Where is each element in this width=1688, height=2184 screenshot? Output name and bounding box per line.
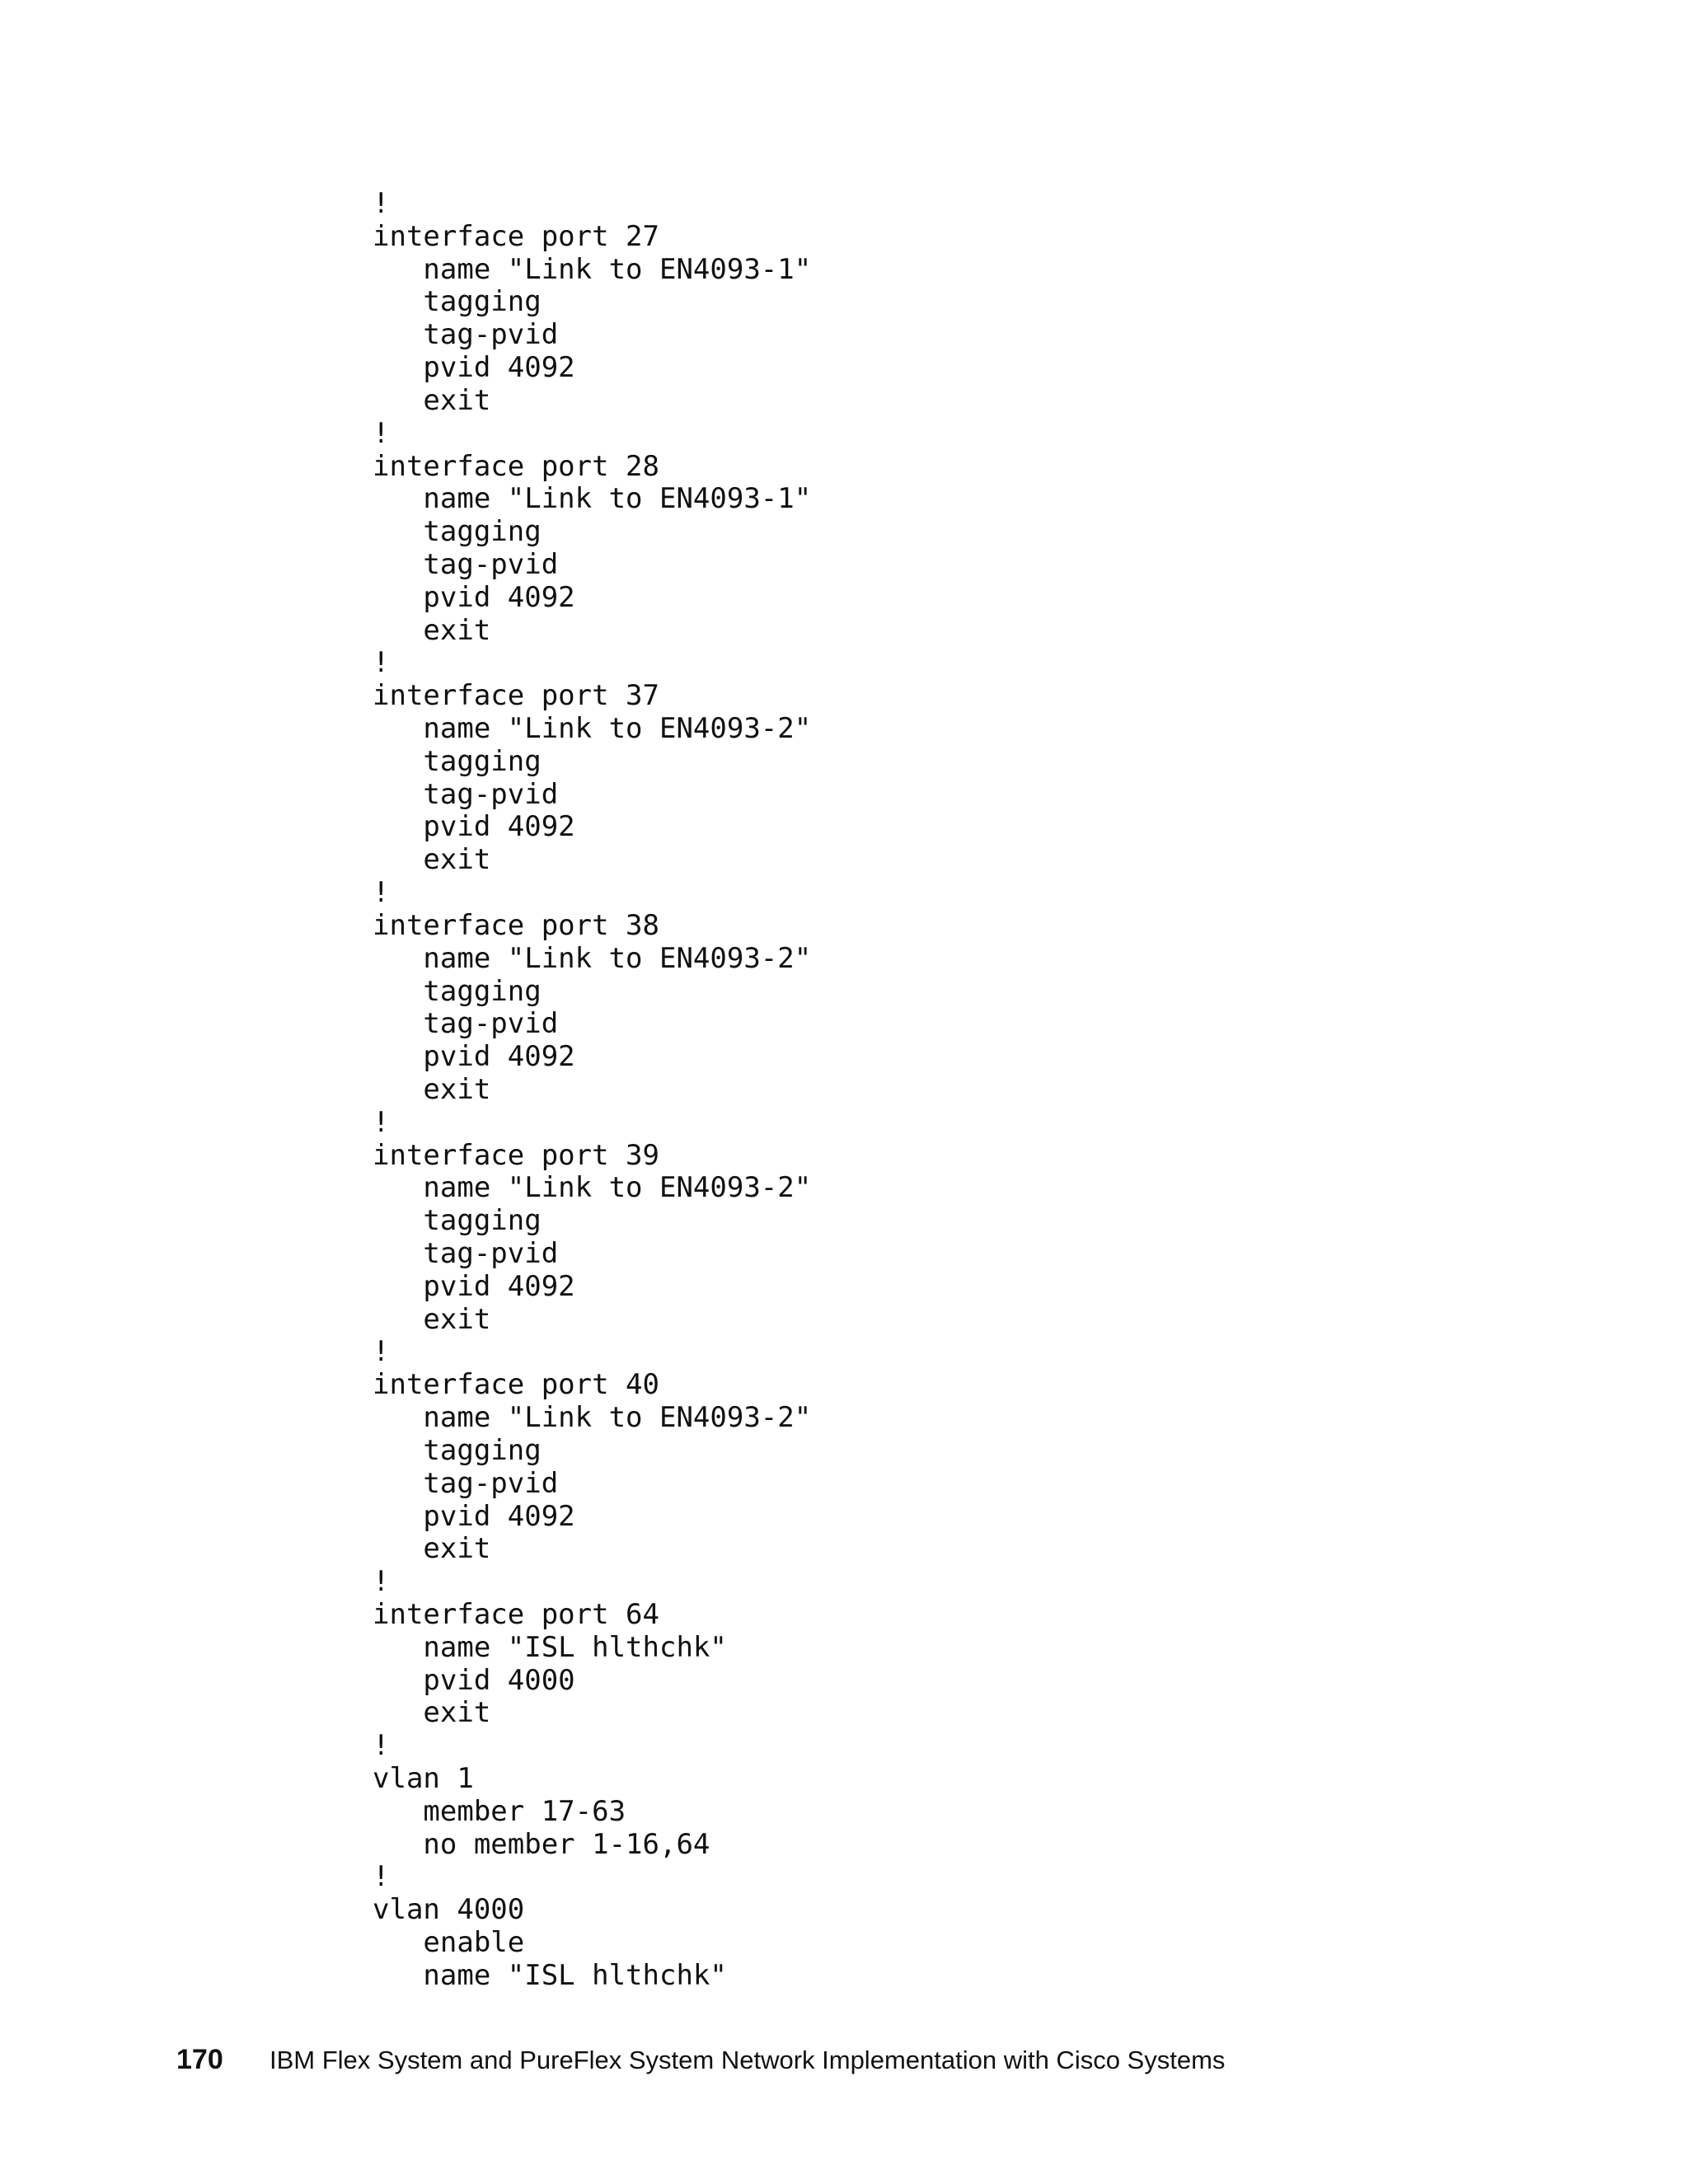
book-title: IBM Flex System and PureFlex System Network Implementation with Cisco Systems bbox=[270, 2046, 1226, 2074]
code-line: pvid 4092 bbox=[373, 580, 575, 614]
code-line: tag-pvid bbox=[373, 1237, 559, 1270]
code-line: exit bbox=[373, 1302, 491, 1336]
code-line: no member 1-16,64 bbox=[373, 1827, 710, 1861]
code-line: tagging bbox=[373, 974, 542, 1008]
code-line: enable bbox=[373, 1926, 525, 1960]
code-line: pvid 4092 bbox=[373, 1499, 575, 1533]
code-line: ! bbox=[373, 1335, 390, 1369]
code-line: interface port 27 bbox=[373, 219, 659, 253]
code-line: exit bbox=[373, 613, 491, 647]
code-line: tag-pvid bbox=[373, 1007, 559, 1041]
code-line: tag-pvid bbox=[373, 318, 559, 352]
page-number: 170 bbox=[176, 2044, 223, 2075]
code-line: name "Link to EN4093-1" bbox=[373, 482, 812, 516]
code-line: exit bbox=[373, 383, 491, 417]
code-line: tagging bbox=[373, 285, 542, 319]
code-line: interface port 37 bbox=[373, 679, 659, 713]
code-line: tagging bbox=[373, 744, 542, 778]
code-line: name "ISL hlthchk" bbox=[373, 1958, 727, 1992]
code-line: ! bbox=[373, 646, 390, 680]
code-line: name "Link to EN4093-2" bbox=[373, 941, 812, 975]
code-line: interface port 64 bbox=[373, 1597, 659, 1631]
code-line: interface port 40 bbox=[373, 1368, 659, 1402]
code-line: tagging bbox=[373, 1433, 542, 1467]
code-line: vlan 4000 bbox=[373, 1893, 525, 1927]
code-line: interface port 38 bbox=[373, 908, 659, 942]
code-line: tag-pvid bbox=[373, 1466, 559, 1500]
code-line: interface port 28 bbox=[373, 449, 659, 483]
code-line: name "Link to EN4093-2" bbox=[373, 1401, 812, 1435]
code-line: name "Link to EN4093-2" bbox=[373, 1171, 812, 1205]
code-line: member 17-63 bbox=[373, 1794, 626, 1828]
code-line: exit bbox=[373, 843, 491, 877]
code-line: name "Link to EN4093-2" bbox=[373, 712, 812, 745]
code-line: exit bbox=[373, 1696, 491, 1730]
code-line: ! bbox=[373, 1105, 390, 1139]
code-line: name "ISL hlthchk" bbox=[373, 1630, 727, 1664]
code-listing bbox=[373, 188, 811, 1993]
code-line: ! bbox=[373, 1729, 390, 1763]
code-line: tagging bbox=[373, 1204, 542, 1238]
code-line: ! bbox=[373, 1565, 390, 1599]
code-line: tag-pvid bbox=[373, 547, 559, 581]
code-line: exit bbox=[373, 1072, 491, 1106]
code-line: pvid 4092 bbox=[373, 351, 575, 385]
page-footer bbox=[176, 2044, 1225, 2076]
code-line: exit bbox=[373, 1532, 491, 1566]
code-line: vlan 1 bbox=[373, 1762, 474, 1795]
code-line: name "Link to EN4093-1" bbox=[373, 252, 812, 286]
code-line: tagging bbox=[373, 515, 542, 549]
code-line: interface port 39 bbox=[373, 1138, 659, 1172]
code-line: ! bbox=[373, 876, 390, 910]
code-line: pvid 4000 bbox=[373, 1663, 575, 1697]
code-line: ! bbox=[373, 416, 390, 450]
code-line: ! bbox=[373, 1860, 390, 1894]
code-line: pvid 4092 bbox=[373, 810, 575, 844]
code-line: tag-pvid bbox=[373, 777, 559, 811]
code-line: pvid 4092 bbox=[373, 1040, 575, 1074]
code-line: pvid 4092 bbox=[373, 1269, 575, 1303]
code-line: ! bbox=[373, 187, 390, 220]
